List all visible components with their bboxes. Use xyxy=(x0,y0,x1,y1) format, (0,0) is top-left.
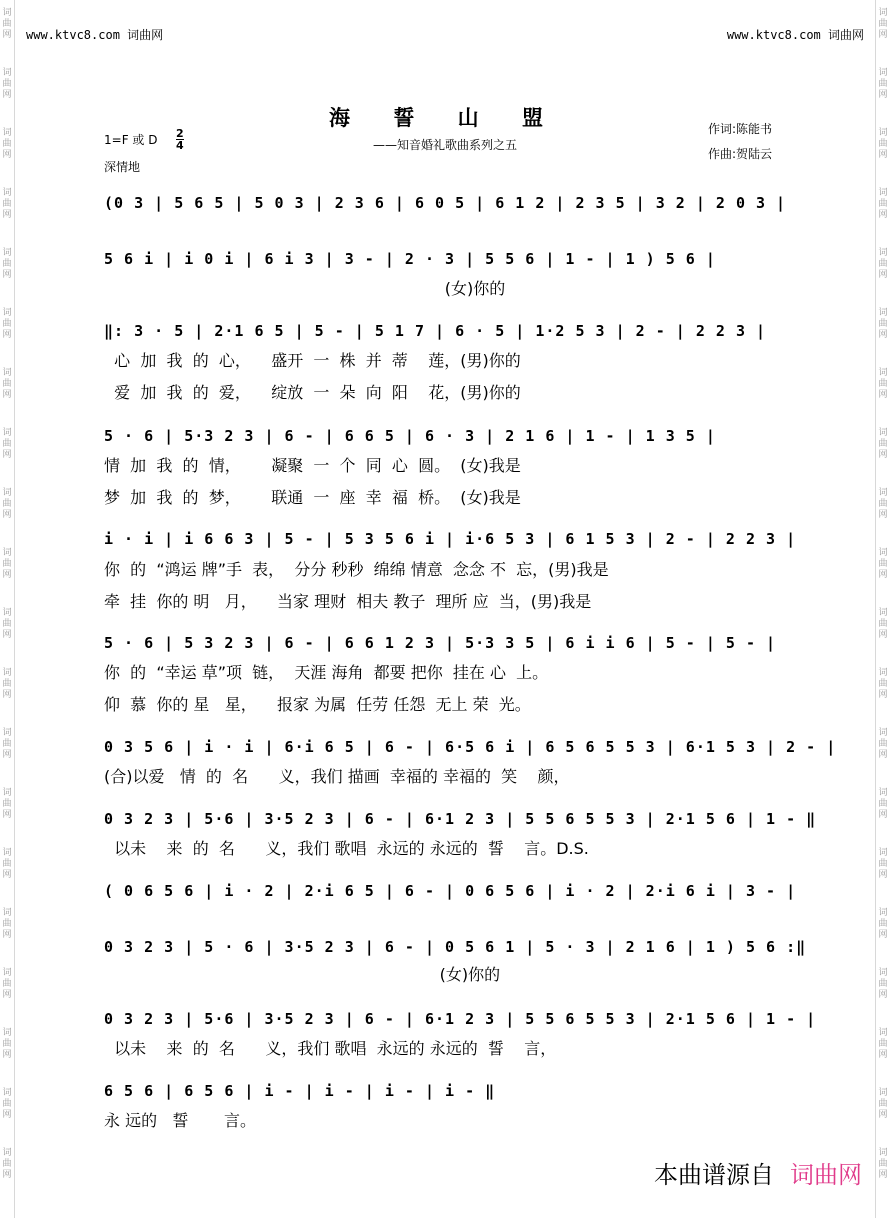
site-url-right[interactable]: www.ktvc8.com 词曲网 xyxy=(726,28,864,42)
lyric-line: 你 的 “幸运 草”项 链， 天涯 海角 都要 把你 挂在 心 上。 xyxy=(104,663,549,682)
watermark-text: 词 曲 网 xyxy=(878,488,888,520)
notation-row: 6 5 6 | 6 5 6 | i - | i - | i - | i - ‖ xyxy=(104,1082,496,1100)
watermark-text: 词 曲 网 xyxy=(878,968,888,1000)
watermark-text: 词 曲 网 xyxy=(878,1088,888,1120)
lyric-line: 以未 来 的 名 义，我们 歌唱 永远的 永远的 誓 言。D.S. xyxy=(104,839,589,858)
lyric-line: 梦 加 我 的 梦， 联通 一 座 幸 福 桥。 (女)我是 xyxy=(104,488,521,507)
tempo-marking: 深情地 xyxy=(104,160,141,174)
watermark-text: 词 曲 网 xyxy=(2,68,12,100)
lyric-line: 仰 慕 你的 星 星， 报家 为属 任劳 任怨 无上 荣 光。 xyxy=(104,695,531,714)
footer-brand-link[interactable]: 词曲网 xyxy=(790,1161,862,1189)
lyric-line: (女)你的 xyxy=(104,965,501,984)
lyric-line: (合)以爱 情 的 名 义，我们 描画 幸福的 幸福的 笑 颜， xyxy=(104,767,570,786)
watermark-text: 词 曲 网 xyxy=(2,248,12,280)
watermark-text: 词 曲 网 xyxy=(2,188,12,220)
lyricist-credit: 作词:陈能书 xyxy=(708,122,773,136)
watermark-text: 词 曲 网 xyxy=(878,188,888,220)
watermark-text: 词 曲 网 xyxy=(2,728,12,760)
notation-row: 0 3 5 6 | i · i | 6·i 6 5 | 6 - | 6·5 6 i | 6 5 6 5 5 3 | 6·1 5 3 | 2 - | xyxy=(104,738,837,756)
watermark-text: 词 曲 网 xyxy=(878,548,888,580)
watermark-text: 词 曲 网 xyxy=(878,848,888,880)
watermark-text: 词 曲 网 xyxy=(2,968,12,1000)
lyric-line: 爱 加 我 的 爱， 绽放 一 朵 向 阳 花，(男)你的 xyxy=(104,383,521,402)
key-signature: 1=F 或 D xyxy=(104,133,158,147)
watermark-text: 词 曲 网 xyxy=(878,128,888,160)
notation-row: 5 6 i | i 0 i | 6 i 3 | 3 - | 2 · 3 | 5 5 6 | 1 - | 1 ) 5 6 | xyxy=(104,250,716,268)
watermark-text: 词 曲 网 xyxy=(2,368,12,400)
watermark-text: 词 曲 网 xyxy=(878,1028,888,1060)
watermark-text: 词 曲 网 xyxy=(2,608,12,640)
lyric-line: 以未 来 的 名 义，我们 歌唱 永远的 永远的 誓 言， xyxy=(104,1039,557,1058)
watermark-text: 词 曲 网 xyxy=(2,1148,12,1180)
watermark-text: 词 曲 网 xyxy=(878,1148,888,1180)
lyric-line: 心 加 我 的 心， 盛开 一 株 并 蒂 莲，(男)你的 xyxy=(104,351,521,370)
watermark-text: 词 曲 网 xyxy=(2,8,12,40)
watermark-text: 词 曲 网 xyxy=(2,908,12,940)
watermark-text: 词 曲 网 xyxy=(878,428,888,460)
watermark-text: 词 曲 网 xyxy=(878,248,888,280)
watermark-text: 词 曲 网 xyxy=(2,128,12,160)
watermark-text: 词 曲 网 xyxy=(878,908,888,940)
watermark-text: 词 曲 网 xyxy=(2,488,12,520)
watermark-text: 词 曲 网 xyxy=(878,728,888,760)
watermark-text: 词 曲 网 xyxy=(878,308,888,340)
watermark-text: 词 曲 网 xyxy=(2,308,12,340)
notation-row: 5 · 6 | 5·3 2 3 | 6 - | 6 6 5 | 6 · 3 | 2 1 6 | 1 - | 1 3 5 | xyxy=(104,427,716,445)
lyric-line: (女)你的 xyxy=(104,279,506,298)
footer-source xyxy=(654,1155,862,1190)
notation-row: 0 3 2 3 | 5·6 | 3·5 2 3 | 6 - | 6·1 2 3 | 5 5 6 5 5 3 | 2·1 5 6 | 1 - ‖ xyxy=(104,810,817,828)
watermark-text: 词 曲 网 xyxy=(2,788,12,820)
footer-source-text: 本曲谱源自 xyxy=(654,1161,774,1189)
watermark-text: 词 曲 网 xyxy=(2,668,12,700)
song-subtitle: ——知音婚礼歌曲系列之五 xyxy=(372,138,517,152)
watermark-text: 词 曲 网 xyxy=(878,788,888,820)
lyric-line: 永 远的 誓 言。 xyxy=(104,1111,256,1130)
watermark-text: 词 曲 网 xyxy=(878,8,888,40)
time-signature-bottom: 4 xyxy=(176,139,184,152)
watermark-text: 词 曲 网 xyxy=(2,1028,12,1060)
watermark-text: 词 曲 网 xyxy=(878,68,888,100)
time-signature xyxy=(176,128,184,151)
time-signature-top: 2 xyxy=(176,127,184,140)
notation-row: i · i | i 6 6 3 | 5 - | 5 3 5 6 i | i·6 5 3 | 6 1 5 3 | 2 - | 2 2 3 | xyxy=(104,530,797,548)
watermark-text: 词 曲 网 xyxy=(878,608,888,640)
left-watermark-strip xyxy=(0,0,15,1218)
notation-row: ‖: 3 · 5 | 2·1 6 5 | 5 - | 5 1 7 | 6 · 5 | 1·2 5 3 | 2 - | 2 2 3 | xyxy=(104,322,767,340)
lyric-line: 你 的 “鸿运 牌”手 表， 分分 秒秒 绵绵 情意 念念 不 忘，(男)我是 xyxy=(104,560,609,579)
watermark-text: 词 曲 网 xyxy=(878,668,888,700)
watermark-text: 词 曲 网 xyxy=(2,1088,12,1120)
composer-credit: 作曲:贺陆云 xyxy=(708,147,773,161)
watermark-text: 词 曲 网 xyxy=(2,548,12,580)
site-url-left[interactable]: www.ktvc8.com 词曲网 xyxy=(26,28,164,42)
notation-row: 0 3 2 3 | 5·6 | 3·5 2 3 | 6 - | 6·1 2 3 | 5 5 6 5 5 3 | 2·1 5 6 | 1 - | xyxy=(104,1010,817,1028)
watermark-text: 词 曲 网 xyxy=(2,848,12,880)
notation-row: ( 0 6 5 6 | i · 2 | 2·i 6 5 | 6 - | 0 6 5 6 | i · 2 | 2·i 6 i | 3 - | xyxy=(104,882,797,900)
notation-row: (0 3 | 5 6 5 | 5 0 3 | 2 3 6 | 6 0 5 | 6 1 2 | 2 3 5 | 3 2 | 2 0 3 | xyxy=(104,194,787,212)
right-watermark-strip xyxy=(875,0,890,1218)
lyric-line: 牵 挂 你的 明 月， 当家 理财 相夫 教子 理所 应 当，(男)我是 xyxy=(104,592,592,611)
watermark-text: 词 曲 网 xyxy=(2,428,12,460)
watermark-text: 词 曲 网 xyxy=(878,368,888,400)
notation-row: 0 3 2 3 | 5 · 6 | 3·5 2 3 | 6 - | 0 5 6 1 | 5 · 3 | 2 1 6 | 1 ) 5 6 :‖ xyxy=(104,938,807,956)
lyric-line: 情 加 我 的 情， 凝聚 一 个 同 心 圆。 (女)我是 xyxy=(104,456,521,475)
song-title: 海 誓 山 盟 xyxy=(329,105,561,130)
notation-row: 5 · 6 | 5 3 2 3 | 6 - | 6 6 1 2 3 | 5·3 3 5 | 6 i i 6 | 5 - | 5 - | xyxy=(104,634,777,652)
